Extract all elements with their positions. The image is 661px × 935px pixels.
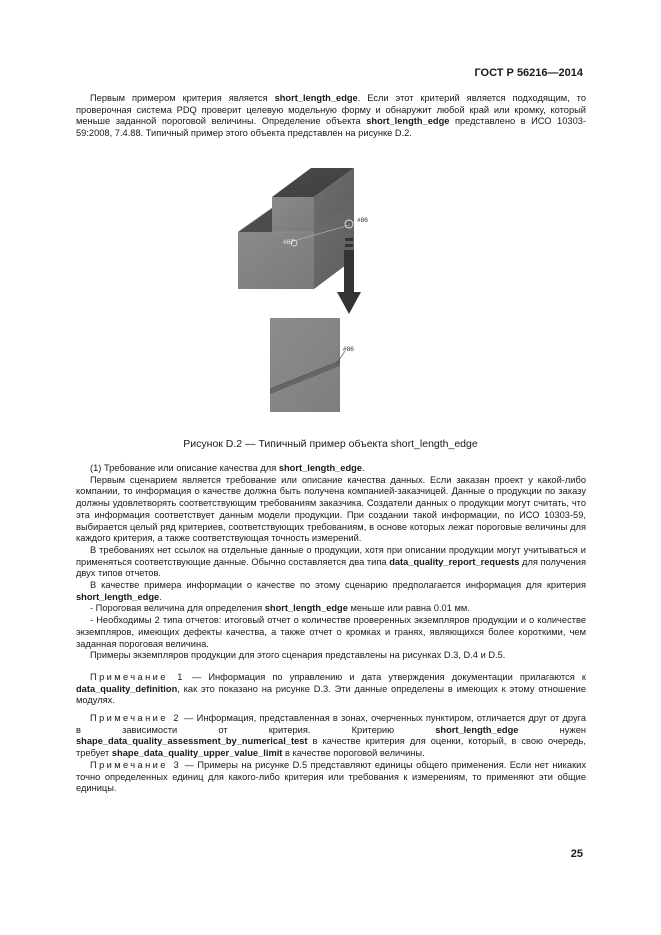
main-text <box>76 463 586 795</box>
paragraph: Примеры экземпляров продукции для этого сценария представлены на рисунках D.3, D.4 и D.5. <box>90 650 506 661</box>
block-front-lower <box>238 232 314 289</box>
arrow-head <box>337 292 361 314</box>
zoomed-detail <box>270 318 345 412</box>
note-1: Примечание 1 — Информация по управлению и дата утверждения документации прилагаются к data_quality_definition, как это показано на рисунке D.3. Эти данные определены в имеющих к этому отношение модулях. <box>76 671 586 706</box>
label-87: #87 <box>283 239 294 246</box>
page-number: 25 <box>570 848 583 860</box>
paragraph: Первым сценарием является требование или описание качества данных. Если заказан проект у какой-либо компании, то информация о качестве должна быть получена компанией-заказчицей. Данные о продукции по заказу должны удовлетворять соответствующим требованиям заказчика. Создатели данных о продукции могут считать, что эта информация соответствует данным модели продукции. При создании такой информации, по ИСО 10303-59, выбирается целый ряд критериев, соответствующих требованиям, в основе которых лежат пороговые величины для каждого критерия, а также соответствующая точность измерений. <box>76 474 586 544</box>
figure-d2 <box>0 0 661 430</box>
arrow-dash <box>345 244 353 247</box>
note-2: Примечание 2 — Информация, представленная в зонах, очерченных пунктиром, отличается друг от друга в зависимости от критерия. Критерию short_length_edge нужен shape_data_quality_assessment_by_numerical_test в качестве критерия для оценки, который, в свою очередь, требует shape_data_quality_upper_value_limit в качестве пороговой величины. <box>76 713 586 759</box>
list-item: - Пороговая величина для определения short_length_edge меньше или равна 0.01 мм. <box>90 603 470 614</box>
document-header: ГОСТ Р 56216—2014 <box>474 67 583 79</box>
block-3d-model <box>238 168 354 289</box>
list-item: - Необходимы 2 типа отчетов: итоговый отчет о количестве проверенных экземпляров продукции и о количестве экземпляров, имеющих дефекты качества, а также отчет о кромках и гранях, являющихся более короткими, чем заданная пороговая величина. <box>76 615 586 649</box>
arrow-dash <box>345 238 353 241</box>
note-3: Примечание 3 — Примеры на рисунке D.5 представляют единицы общего применения. Если нет никаких точно определенных единиц для какого-либо критерия или требования к измерениям, то применяют эти общие единицы. <box>76 759 586 794</box>
term: short_length_edge <box>274 93 358 103</box>
term: short_length_edge <box>366 116 450 127</box>
block-front-upper <box>272 197 314 232</box>
label-86-upper: #86 <box>357 217 368 224</box>
label-86-lower: #86 <box>343 346 354 353</box>
paragraph: В требованиях нет ссылок на отдельные данные о продукции, хотя при описании продукции могут учитываться и применяться соответствующие данные. Обычно составляется два типа data_quality_report_requests для получения двух типов отчетов. <box>76 544 586 579</box>
paragraph: В качестве примера информации о качестве по этому сценарию предполагается информация для критерия short_length_edge. <box>76 580 586 602</box>
figure-caption: Рисунок D.2 — Типичный пример объекта short_length_edge <box>183 438 478 450</box>
arrow-shaft <box>344 250 354 292</box>
intro-paragraph: Первым примером критерия является short_length_edge. Если этот критерий является подходящим, то проверочная система PDQ проверит целевую модельную форму и обнаружит любой край или кромку, который меньше заданной пороговой величины. Определение объекта short_length_edge представлено в ИСО 10303-59:2008, 7.4.88. Типичный пример этого объекта представлен на рисунке D.2. <box>76 93 587 139</box>
subheading: (1) Требование или описание качества для short_length_edge. <box>90 463 365 473</box>
